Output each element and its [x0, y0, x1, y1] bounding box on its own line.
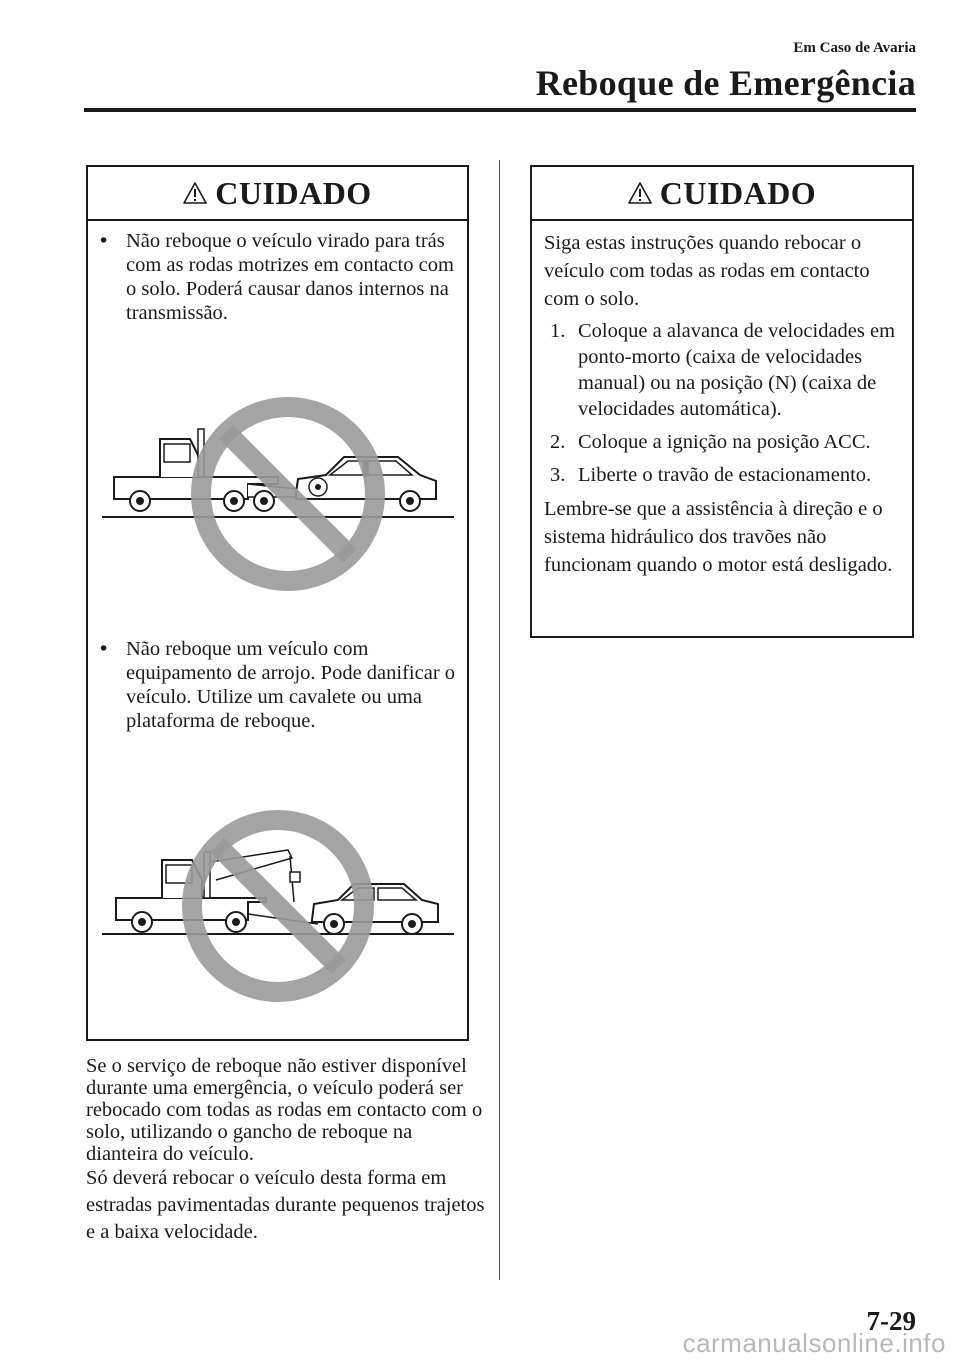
body-paragraph-2: Só deverá rebocar o veículo desta forma em estradas pavimentadas durante pequenos trajetos e a baixa velocidade. [86, 1167, 485, 1243]
page-title: Reboque de Emergência [535, 63, 916, 103]
footer-watermark: carmanualsonline.info [682, 1328, 946, 1358]
warning-triangle-icon [628, 182, 652, 204]
caution-step [544, 462, 902, 488]
caution-step [544, 429, 902, 455]
bullet-dot: • [100, 638, 108, 660]
step-number: 1. [550, 320, 566, 342]
prohibited-tow-wheel-lift-icon [98, 389, 458, 599]
caution-heading-text: CUIDADO [659, 174, 817, 211]
caution-step [544, 318, 902, 422]
body-text [86, 1055, 486, 1246]
step-text: Liberte o travão de estacionamento. [578, 464, 872, 486]
step-number: 3. [550, 464, 566, 486]
caution-box-right [530, 165, 914, 638]
caution-bullet [100, 637, 457, 733]
caution-intro: Siga estas instruções quando rebocar o veículo com todas as rodas em contacto com o solo. [544, 232, 870, 310]
caution-heading-text: CUIDADO [215, 174, 372, 211]
caution-heading [532, 167, 912, 221]
page-number: 7-29 [866, 1306, 916, 1336]
body-paragraph-1: Se o serviço de reboque não estiver disponível durante uma emergência, o veículo poderá ser rebocado com todas as rodas em contacto com o solo, utilizando o gancho de reboque na dianteira do veículo. [86, 1055, 483, 1165]
warning-triangle-icon [183, 182, 207, 204]
prohibited-tow-sling-icon [98, 802, 458, 1007]
bullet-dot: • [100, 230, 108, 252]
step-number: 2. [550, 431, 566, 453]
caution-steps [544, 318, 902, 488]
caution-right-content [544, 229, 902, 579]
bullet-text: Não reboque um veículo com equipamento de arrojo. Pode danificar o veículo. Utilize um cavalete ou uma plataforma de reboque. [126, 638, 456, 732]
caution-bullet [100, 229, 457, 325]
step-text: Coloque a alavanca de velocidades em ponto-morto (caixa de velocidades manual) ou na posição (N) (caixa de velocidades automática). [578, 320, 896, 420]
caution-closing: Lembre-se que a assistência à direção e o sistema hidráulico dos travões não funcionam quando o motor está desligado. [544, 498, 893, 576]
column-divider [499, 160, 500, 1280]
caution-box-left [86, 165, 469, 1041]
caution-heading [88, 167, 467, 221]
step-text: Coloque a ignição na posição ACC. [578, 431, 871, 453]
header-rule [84, 108, 916, 112]
bullet-text: Não reboque o veículo virado para trás com as rodas motrizes em contacto com o solo. Poderá causar danos internos na transmissão. [126, 230, 454, 324]
header-section-label: Em Caso de Avaria [793, 40, 916, 56]
